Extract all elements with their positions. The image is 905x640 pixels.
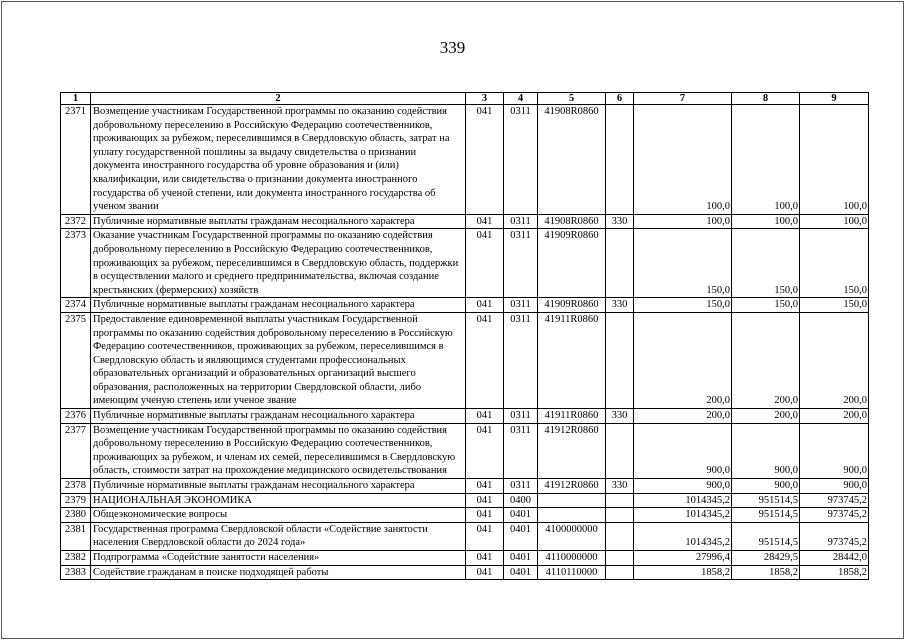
ministry-code-cell: 041	[466, 298, 504, 313]
amount-2022-cell: 900,0	[634, 423, 732, 478]
amount-2024-cell: 28442,0	[800, 551, 869, 566]
expense-type-cell: 330	[606, 298, 634, 313]
target-code-cell	[538, 508, 606, 523]
row-number-cell: 2375	[61, 312, 91, 408]
section-code-cell: 0311	[504, 214, 538, 229]
expense-type-cell: 330	[606, 214, 634, 229]
amount-2024-cell: 150,0	[800, 298, 869, 313]
column-header: 3	[466, 93, 504, 105]
row-number-cell: 2374	[61, 298, 91, 313]
table-row	[61, 214, 869, 229]
target-code-cell: 41908R0860	[538, 105, 606, 215]
amount-2022-cell: 900,0	[634, 479, 732, 494]
amount-2022-cell: 150,0	[634, 229, 732, 298]
table-row	[61, 493, 869, 508]
row-name-cell: Возмещение участникам Государственной программы по оказанию содействия добровольному переселению в Российскую Федерацию соотечественников, проживающих за рубежом, и членам их семей, переселившимся в Свердловскую область, стоимости затрат на прохождение медицинского освидетельствования	[91, 423, 466, 478]
target-code-cell: 41908R0860	[538, 214, 606, 229]
row-number-cell: 2378	[61, 479, 91, 494]
row-name-cell: Оказание участникам Государственной программы по оказанию содействия добровольному переселению в Российскую Федерацию соотечественников, проживающих за рубежом, переселившимся в Свердловскую область, поддержки в осуществлении малого и среднего предпринимательства, включая создание крестьянских (фермерских) хозяйств	[91, 229, 466, 298]
row-name-cell: Государственная программа Свердловской области «Содействие занятости населения Свердловской области до 2024 года»	[91, 522, 466, 550]
table-row	[61, 312, 869, 408]
amount-2022-cell: 150,0	[634, 298, 732, 313]
target-code-cell: 41911R0860	[538, 409, 606, 424]
target-code-cell: 4100000000	[538, 522, 606, 550]
amount-2022-cell: 1014345,2	[634, 508, 732, 523]
header-row	[61, 93, 869, 105]
expense-type-cell	[606, 508, 634, 523]
table-row	[61, 105, 869, 215]
ministry-code-cell: 041	[466, 493, 504, 508]
section-code-cell: 0401	[504, 551, 538, 566]
amount-2022-cell: 27996,4	[634, 551, 732, 566]
table-row	[61, 423, 869, 478]
table-row	[61, 229, 869, 298]
amount-2022-cell: 100,0	[634, 105, 732, 215]
ministry-code-cell: 041	[466, 312, 504, 408]
target-code-cell: 41909R0860	[538, 229, 606, 298]
table-row	[61, 479, 869, 494]
amount-2024-cell: 200,0	[800, 409, 869, 424]
column-header: 8	[732, 93, 800, 105]
amount-2023-cell: 951514,5	[732, 493, 800, 508]
column-header: 2	[91, 93, 466, 105]
expense-type-cell	[606, 105, 634, 215]
target-code-cell: 41912R0860	[538, 423, 606, 478]
row-number-cell: 2372	[61, 214, 91, 229]
ministry-code-cell: 041	[466, 214, 504, 229]
row-name-cell: Публичные нормативные выплаты гражданам несоциального характера	[91, 214, 466, 229]
expense-type-cell	[606, 423, 634, 478]
row-name-cell: Подпрограмма «Содействие занятости населения»	[91, 551, 466, 566]
table-row	[61, 565, 869, 580]
target-code-cell: 41912R0860	[538, 479, 606, 494]
amount-2023-cell: 150,0	[732, 229, 800, 298]
amount-2024-cell: 900,0	[800, 479, 869, 494]
amount-2024-cell: 1858,2	[800, 565, 869, 580]
ministry-code-cell: 041	[466, 508, 504, 523]
section-code-cell: 0311	[504, 229, 538, 298]
section-code-cell: 0311	[504, 105, 538, 215]
amount-2023-cell: 28429,5	[732, 551, 800, 566]
table-row	[61, 508, 869, 523]
ministry-code-cell: 041	[466, 479, 504, 494]
expense-type-cell: 330	[606, 479, 634, 494]
row-name-cell: НАЦИОНАЛЬНАЯ ЭКОНОМИКА	[91, 493, 466, 508]
amount-2022-cell: 1014345,2	[634, 493, 732, 508]
row-name-cell: Возмещение участникам Государственной программы по оказанию содействия добровольному переселению в Российскую Федерацию соотечественников, проживающих за рубежом, переселившимся в Свердловскую область, затрат на уплату государственной пошлины за выдачу свидетельства о признании документа иностранного государства об уровне образования и (или) квалификации, или свидетельства о признании документа иностранного государства об ученой степени, или документа иностранного государства об ученом звании	[91, 105, 466, 215]
section-code-cell: 0401	[504, 522, 538, 550]
amount-2022-cell: 1014345,2	[634, 522, 732, 550]
row-name-cell: Публичные нормативные выплаты гражданам несоциального характера	[91, 409, 466, 424]
row-number-cell: 2383	[61, 565, 91, 580]
page-number: 339	[439, 38, 466, 57]
row-number-cell: 2371	[61, 105, 91, 215]
amount-2024-cell: 100,0	[800, 105, 869, 215]
row-name-cell: Публичные нормативные выплаты гражданам несоциального характера	[91, 479, 466, 494]
expense-type-cell	[606, 493, 634, 508]
row-name-cell: Предоставление единовременной выплаты участникам Государственной программы по оказанию содействия добровольному переселению в Российскую Федерацию соотечественников, проживающих за рубежом, переселившимся в Свердловскую область и являющимся студентами профессиональных образовательных организаций и образовательных организаций высшего образования, расположенных на территории Свердловской области, либо имеющим ученую степень или ученое звание	[91, 312, 466, 408]
amount-2024-cell: 973745,2	[800, 493, 869, 508]
section-code-cell: 0401	[504, 565, 538, 580]
section-code-cell: 0311	[504, 423, 538, 478]
column-header: 5	[538, 93, 606, 105]
target-code-cell: 41911R0860	[538, 312, 606, 408]
row-number-cell: 2376	[61, 409, 91, 424]
section-code-cell: 0401	[504, 508, 538, 523]
column-header: 4	[504, 93, 538, 105]
amount-2022-cell: 200,0	[634, 312, 732, 408]
target-code-cell: 41909R0860	[538, 298, 606, 313]
amount-2022-cell: 100,0	[634, 214, 732, 229]
amount-2023-cell: 100,0	[732, 105, 800, 215]
amount-2023-cell: 900,0	[732, 479, 800, 494]
row-number-cell: 2382	[61, 551, 91, 566]
section-code-cell: 0311	[504, 312, 538, 408]
row-number-cell: 2380	[61, 508, 91, 523]
row-name-cell: Публичные нормативные выплаты гражданам несоциального характера	[91, 298, 466, 313]
column-header: 7	[634, 93, 732, 105]
row-number-cell: 2381	[61, 522, 91, 550]
amount-2023-cell: 200,0	[732, 312, 800, 408]
table-row	[61, 551, 869, 566]
amount-2024-cell: 973745,2	[800, 508, 869, 523]
amount-2022-cell: 1858,2	[634, 565, 732, 580]
budget-table	[60, 92, 869, 580]
expense-type-cell	[606, 229, 634, 298]
expense-type-cell: 330	[606, 409, 634, 424]
amount-2023-cell: 150,0	[732, 298, 800, 313]
row-number-cell: 2377	[61, 423, 91, 478]
amount-2024-cell: 900,0	[800, 423, 869, 478]
ministry-code-cell: 041	[466, 522, 504, 550]
ministry-code-cell: 041	[466, 551, 504, 566]
amount-2022-cell: 200,0	[634, 409, 732, 424]
amount-2023-cell: 951514,5	[732, 508, 800, 523]
amount-2023-cell: 951514,5	[732, 522, 800, 550]
table-row	[61, 409, 869, 424]
table-row	[61, 298, 869, 313]
ministry-code-cell: 041	[466, 423, 504, 478]
row-name-cell: Содействие гражданам в поиске подходящей работы	[91, 565, 466, 580]
expense-type-cell	[606, 312, 634, 408]
amount-2023-cell: 900,0	[732, 423, 800, 478]
amount-2023-cell: 100,0	[732, 214, 800, 229]
ministry-code-cell: 041	[466, 229, 504, 298]
ministry-code-cell: 041	[466, 565, 504, 580]
target-code-cell: 4110110000	[538, 565, 606, 580]
ministry-code-cell: 041	[466, 105, 504, 215]
column-header: 1	[61, 93, 91, 105]
amount-2023-cell: 200,0	[732, 409, 800, 424]
target-code-cell: 4110000000	[538, 551, 606, 566]
section-code-cell: 0400	[504, 493, 538, 508]
expense-type-cell	[606, 522, 634, 550]
expense-type-cell	[606, 565, 634, 580]
row-number-cell: 2373	[61, 229, 91, 298]
row-number-cell: 2379	[61, 493, 91, 508]
section-code-cell: 0311	[504, 409, 538, 424]
column-header: 9	[800, 93, 869, 105]
row-name-cell: Общеэкономические вопросы	[91, 508, 466, 523]
section-code-cell: 0311	[504, 298, 538, 313]
amount-2024-cell: 100,0	[800, 214, 869, 229]
amount-2023-cell: 1858,2	[732, 565, 800, 580]
target-code-cell	[538, 493, 606, 508]
amount-2024-cell: 150,0	[800, 229, 869, 298]
amount-2024-cell: 973745,2	[800, 522, 869, 550]
section-code-cell: 0311	[504, 479, 538, 494]
amount-2024-cell: 200,0	[800, 312, 869, 408]
ministry-code-cell: 041	[466, 409, 504, 424]
expense-type-cell	[606, 551, 634, 566]
column-header: 6	[606, 93, 634, 105]
table-row	[61, 522, 869, 550]
